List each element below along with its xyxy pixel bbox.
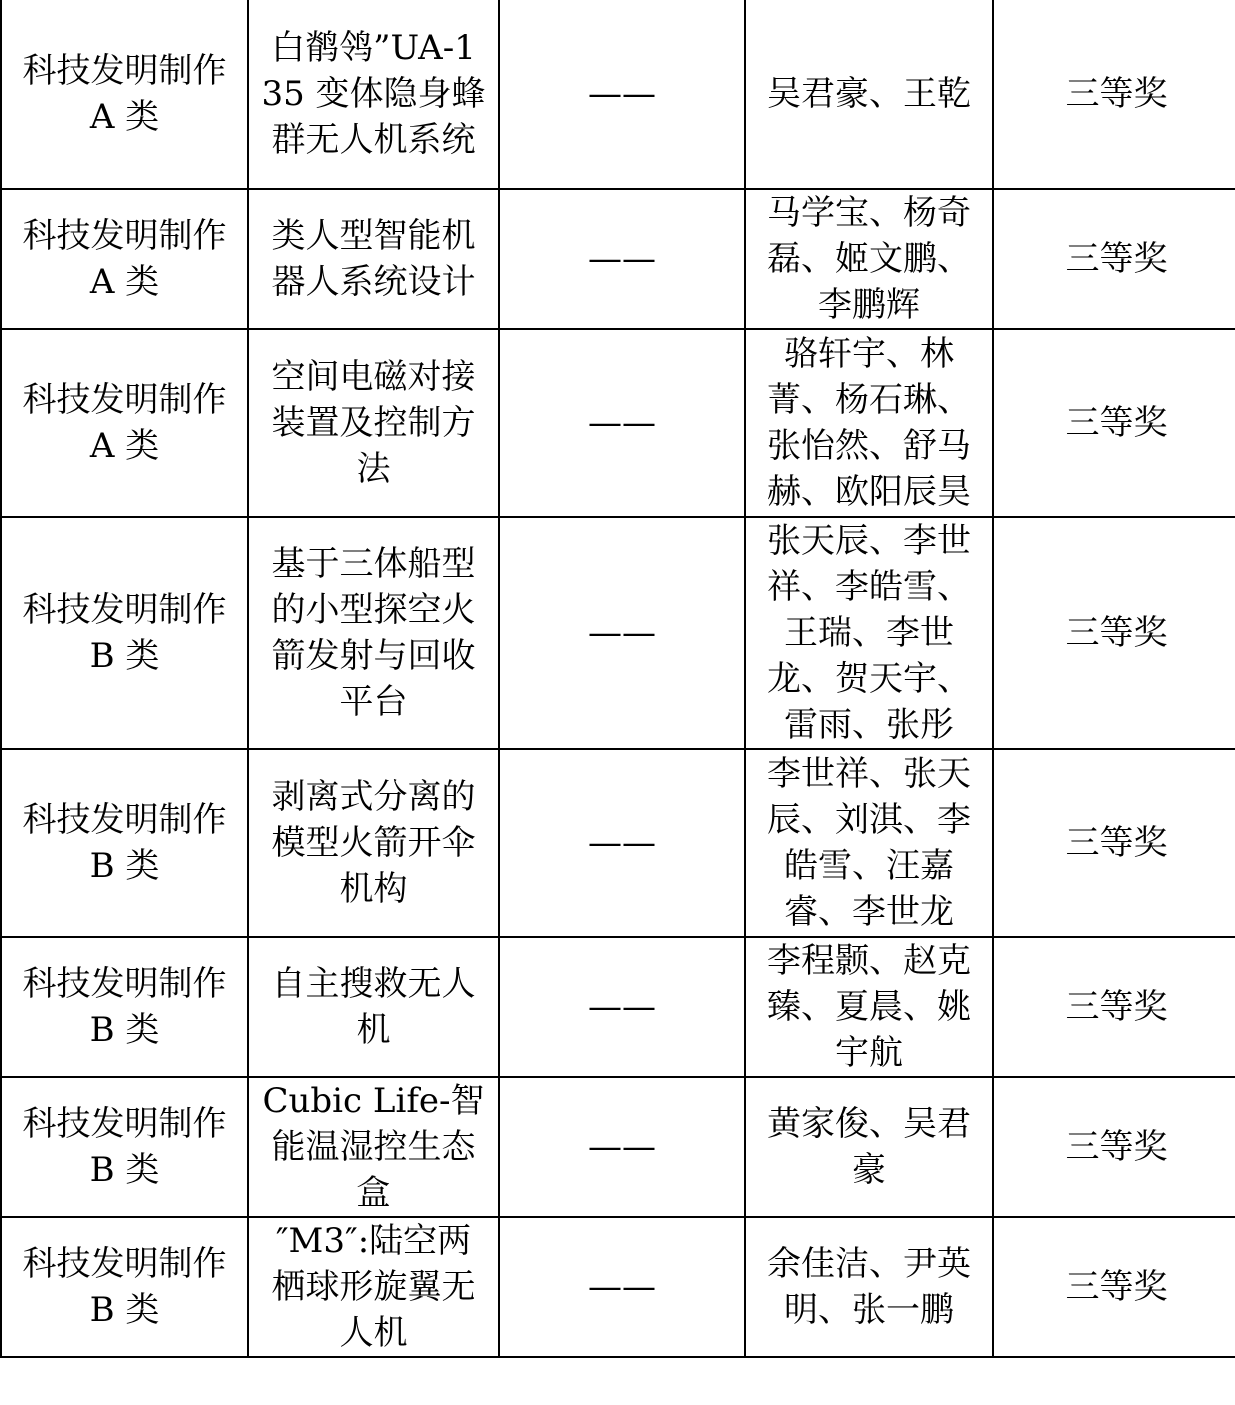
table-row xyxy=(1,189,1235,329)
project-name-cell: 类人型智能机器人系统设计 xyxy=(248,189,499,329)
award-cell: 三等奖 xyxy=(993,517,1235,749)
project-name-cell: 白鹡鸰”UA-135 变体隐身蜂群无人机系统 xyxy=(248,0,499,189)
award-cell: 三等奖 xyxy=(993,1217,1235,1357)
members-cell: 马学宝、杨奇磊、姬文鹏、李鹏辉 xyxy=(745,189,993,329)
school-cell: —— xyxy=(499,517,745,749)
table-row xyxy=(1,749,1235,937)
table-row xyxy=(1,517,1235,749)
table-row xyxy=(1,0,1235,189)
table-row xyxy=(1,329,1235,517)
award-cell: 三等奖 xyxy=(993,329,1235,517)
project-name-cell: Cubic Life-智能温湿控生态盒 xyxy=(248,1077,499,1217)
members-cell: 张天辰、李世祥、李皓雪、王瑞、李世龙、贺天宇、雷雨、张彤 xyxy=(745,517,993,749)
award-cell: 三等奖 xyxy=(993,1077,1235,1217)
table-row xyxy=(1,1077,1235,1217)
category-cell: 科技发明制作 B 类 xyxy=(1,1217,248,1357)
school-cell: —— xyxy=(499,189,745,329)
category-cell: 科技发明制作 B 类 xyxy=(1,517,248,749)
project-name-cell: 基于三体船型的小型探空火箭发射与回收平台 xyxy=(248,517,499,749)
members-cell: 骆轩宇、林菁、杨石琳、张怡然、舒马赫、欧阳辰昊 xyxy=(745,329,993,517)
school-cell: —— xyxy=(499,329,745,517)
award-cell: 三等奖 xyxy=(993,749,1235,937)
table-row xyxy=(1,1217,1235,1357)
school-cell: —— xyxy=(499,937,745,1077)
members-cell: 李程颢、赵克臻、夏晨、姚宇航 xyxy=(745,937,993,1077)
school-cell: —— xyxy=(499,1217,745,1357)
members-cell: 吴君豪、王乾 xyxy=(745,0,993,189)
category-cell: 科技发明制作 B 类 xyxy=(1,937,248,1077)
members-cell: 余佳洁、尹英明、张一鹏 xyxy=(745,1217,993,1357)
category-cell: 科技发明制作 A 类 xyxy=(1,189,248,329)
award-cell: 三等奖 xyxy=(993,0,1235,189)
school-cell: —— xyxy=(499,0,745,189)
award-cell: 三等奖 xyxy=(993,937,1235,1077)
project-name-cell: ″M3″:陆空两栖球形旋翼无人机 xyxy=(248,1217,499,1357)
category-cell: 科技发明制作 A 类 xyxy=(1,329,248,517)
members-cell: 黄家俊、吴君豪 xyxy=(745,1077,993,1217)
category-cell: 科技发明制作 B 类 xyxy=(1,749,248,937)
school-cell: —— xyxy=(499,1077,745,1217)
award-cell: 三等奖 xyxy=(993,189,1235,329)
project-name-cell: 剥离式分离的模型火箭开伞机构 xyxy=(248,749,499,937)
project-name-cell: 自主搜救无人机 xyxy=(248,937,499,1077)
members-cell: 李世祥、张天辰、刘淇、李皓雪、汪嘉睿、李世龙 xyxy=(745,749,993,937)
project-name-cell: 空间电磁对接装置及控制方法 xyxy=(248,329,499,517)
school-cell: —— xyxy=(499,749,745,937)
category-cell: 科技发明制作 B 类 xyxy=(1,1077,248,1217)
category-cell: 科技发明制作 A 类 xyxy=(1,0,248,189)
table-row xyxy=(1,937,1235,1077)
